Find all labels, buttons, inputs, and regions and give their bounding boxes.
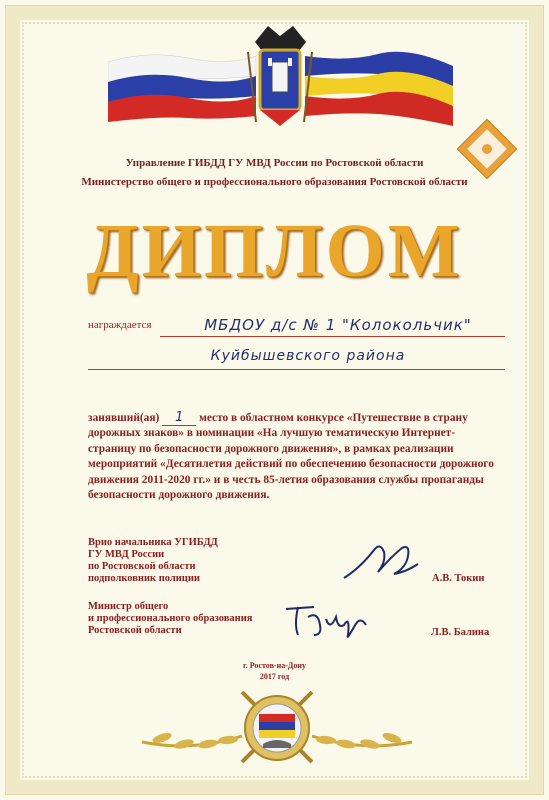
rostov-flag-icon xyxy=(305,52,453,126)
place-value: 1 xyxy=(162,410,196,426)
diploma-title: ДИПЛОМ xyxy=(86,209,463,293)
recipient-district: Куйбышевского района xyxy=(210,348,406,364)
coat-of-arms-icon xyxy=(248,26,312,126)
russian-flag-icon xyxy=(108,55,256,122)
org-line-gibdd: Управление ГИБДД ГУ МВД России по Ростовской области xyxy=(125,157,424,169)
award-description xyxy=(88,410,498,503)
place-prefix: занявший(ая) xyxy=(88,412,160,424)
recipient-name: МБДОУ д/с № 1 "Колокольчик" xyxy=(204,316,472,334)
signatory-2-title-line: Ростовской области xyxy=(88,625,182,636)
signatory-2-title-line: и профессионального образования xyxy=(88,613,253,624)
year-label: 2017 год xyxy=(259,672,290,681)
org-line-ministry: Министерство общего и профессионального образования Ростовской области xyxy=(81,176,468,188)
city-label: г. Ростов-на-Дону xyxy=(243,661,306,670)
signatory-1-title-line: по Ростовской области xyxy=(88,561,196,572)
signatory-1-title-line: Врио начальника УГИБДД xyxy=(88,537,218,548)
awarded-label: награждается xyxy=(88,319,152,331)
signature-1 xyxy=(340,538,424,584)
signatory-1-name: А.В. Токин xyxy=(432,573,485,584)
award-text: место в областном конкурсе «Путешествие в страну дорожных знаков» в номинации «На лучшую тематическую Интернет-страницу по безопасности дорожного движения», в рамках реализации мероприятий «Десятилетия действий по обеспечению безопасности дорожного движения 2011-2020 гг.» и в честь 85-летия образования службы пропаганды безопасности дорожного движения. xyxy=(88,412,494,502)
recipient-underline-1 xyxy=(160,336,505,337)
signatory-1-title-line: подполковник полиции xyxy=(88,573,200,584)
flags-and-coat-of-arms xyxy=(108,22,453,134)
road-safety-decade-emblem-icon xyxy=(454,116,520,182)
signatory-2-name: Л.В. Балина xyxy=(431,627,490,638)
traffic-police-emblem-icon xyxy=(132,682,422,774)
signatory-2-title-line: Министр общего xyxy=(88,601,169,612)
signatory-1-title-line: ГУ МВД России xyxy=(88,549,165,560)
signature-2 xyxy=(284,595,370,641)
signatory-2-title xyxy=(88,601,252,637)
recipient-underline-2 xyxy=(88,369,505,370)
signatory-1-title xyxy=(88,537,218,585)
